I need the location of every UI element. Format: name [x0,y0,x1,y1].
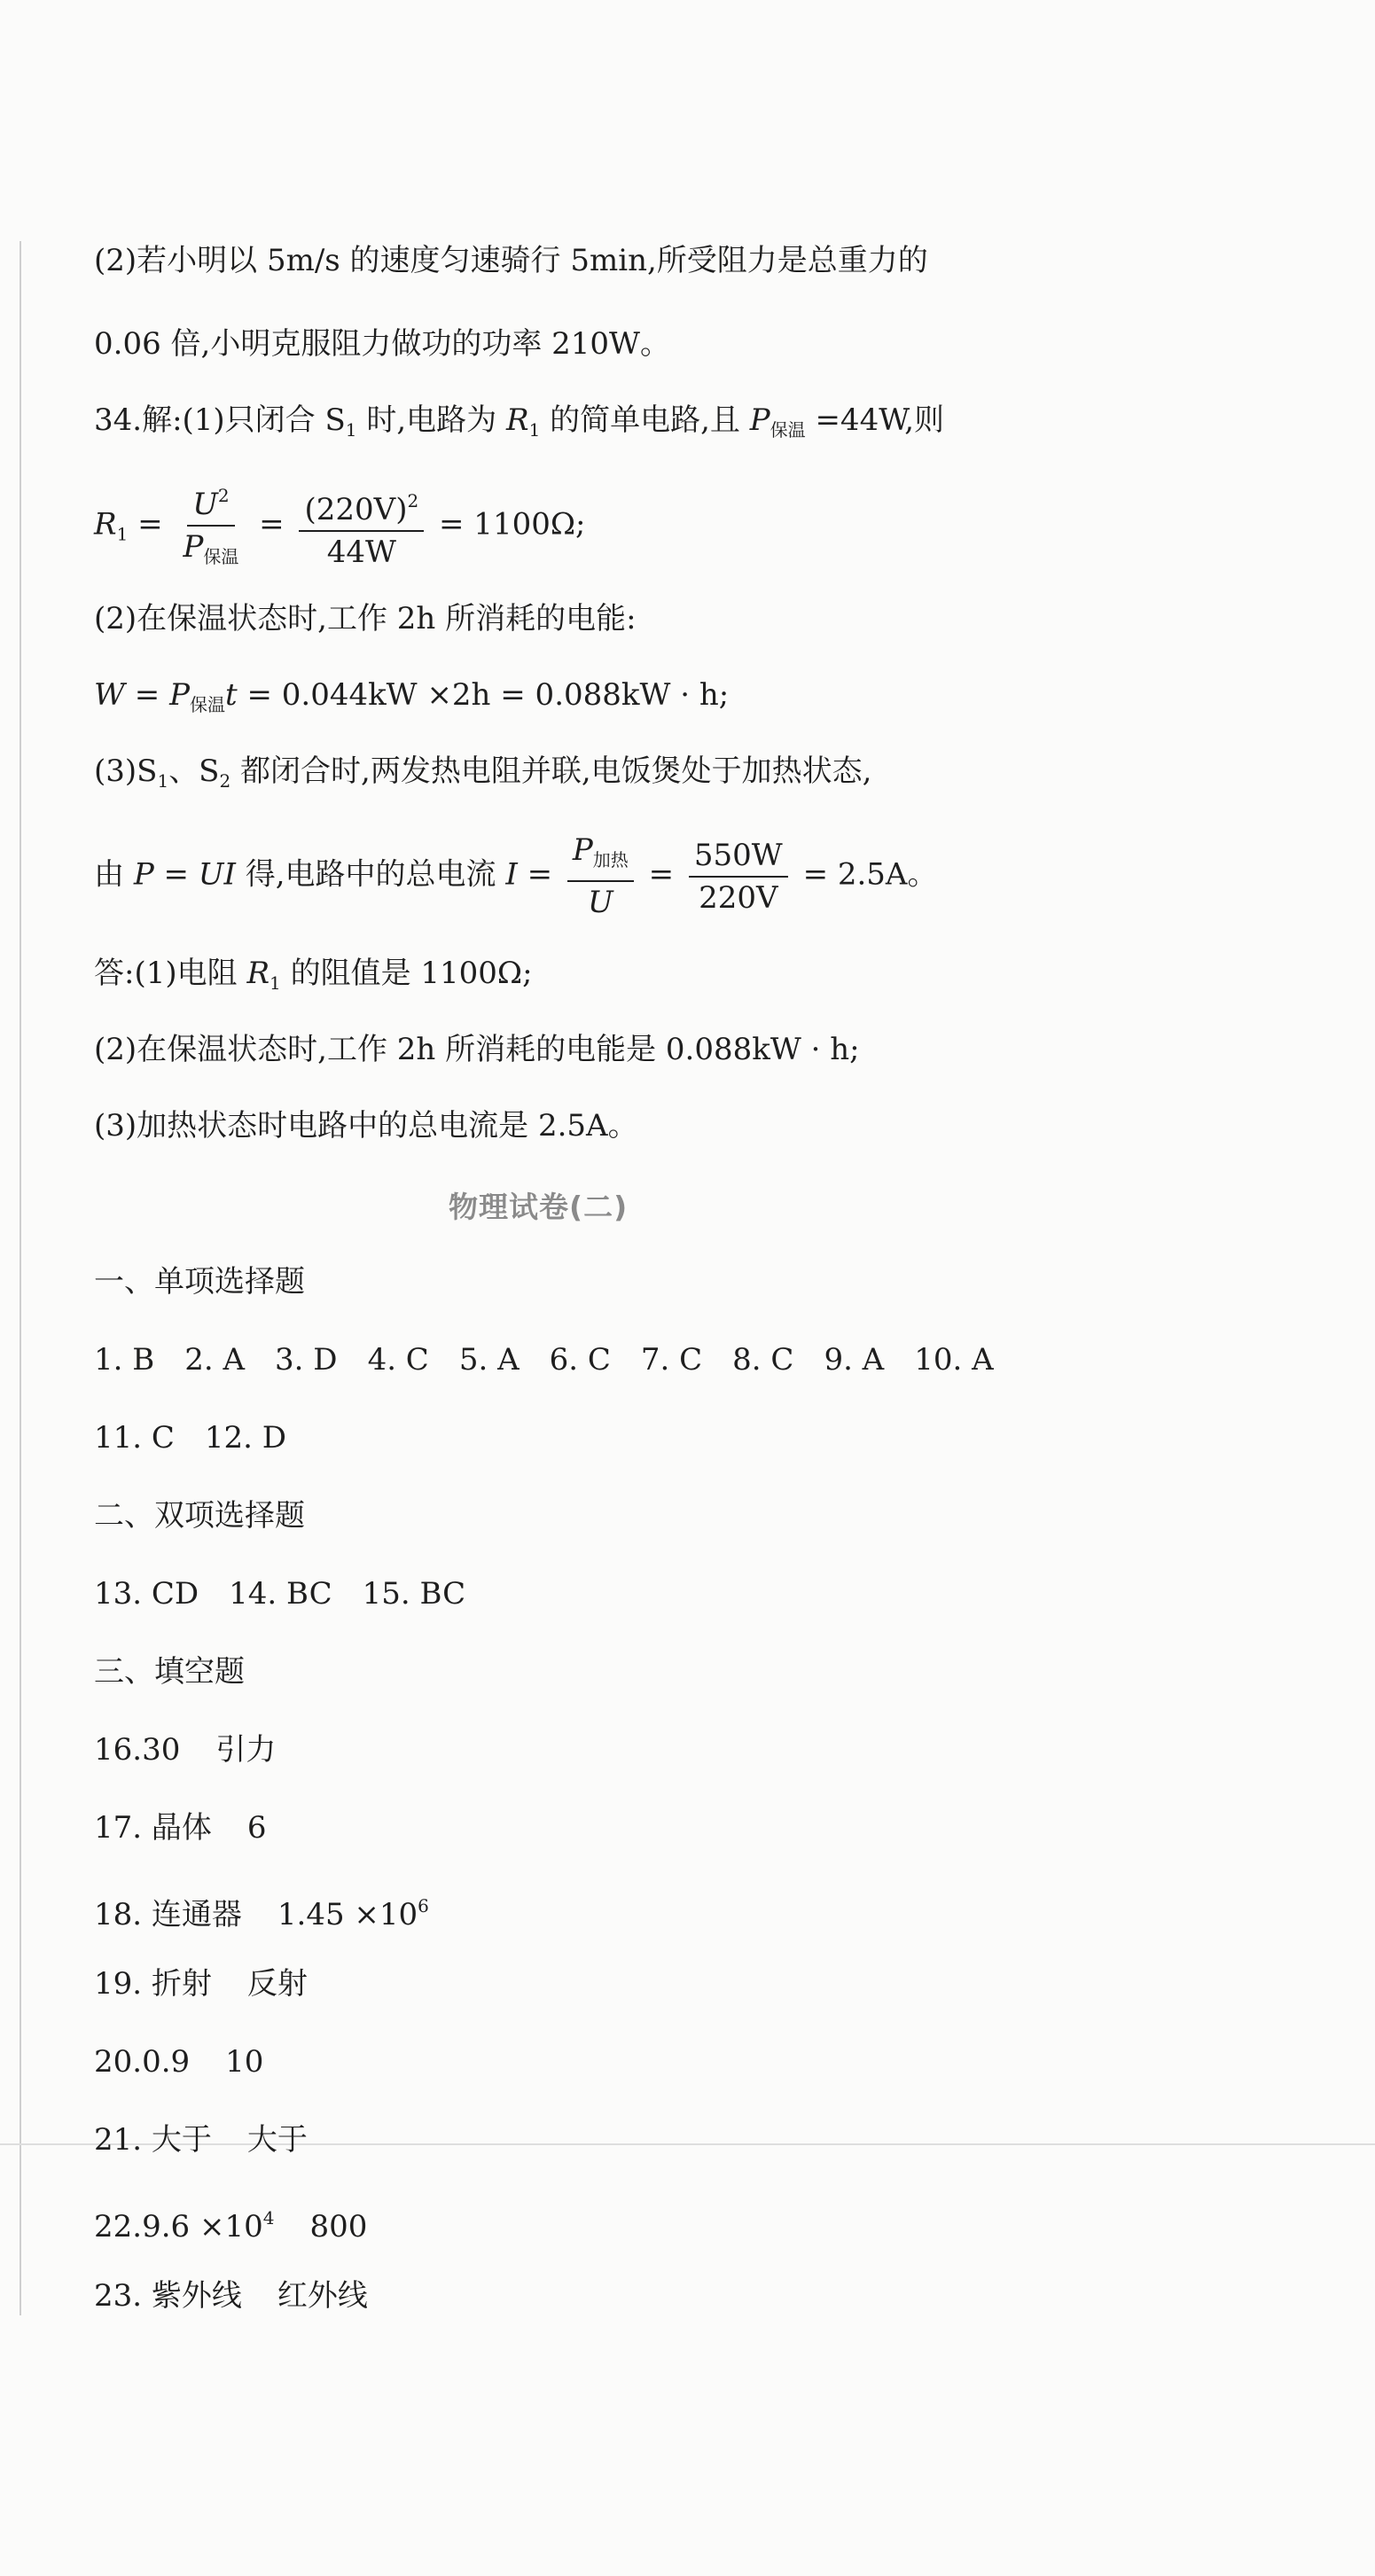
choice-answer: 15. BC [362,1576,466,1612]
section-title: 物理试卷(二) [449,1190,629,1224]
q33-2-line1: (2)若小明以 5m/s 的速度匀速骑行 5min,所受阻力是总重力的 [94,243,928,278]
answer-22: $22.9.6 \times 10^4$ 800 [94,2207,368,2244]
heading-single-choice: 一、单项选择题 [94,1264,305,1300]
answer-2: (2)在保温状态时,工作 2h 所消耗的电能是 0.088kW · h; [94,1032,860,1067]
i-fraction-2: $\frac{550W}{220V}$ [689,839,788,915]
q33-2-line2: 0.06 倍,小明克服阻力做功的功率 210W。 [94,326,670,362]
answer-19: 19. 折射 反射 [94,1966,308,2002]
r1-fraction-1: $\frac{U^2}{P_{保温}}$ [177,479,244,574]
choice-answer: 13. CD [94,1576,199,1612]
choice-answer: 10. A [914,1342,994,1378]
i-fraction-1: $\frac{P_{加热}}{U}$ [567,833,634,919]
answer-3: (3)加热状态时电路中的总电流是 2.5A。 [94,1108,638,1144]
choice-answer: 5. A [458,1342,520,1378]
answer-21: 21. 大于 大于 [94,2122,308,2158]
answer-16: 16.30 引力 [94,1732,277,1768]
q34-part3: $(3)S_1$、$S_2$ 都闭合时,两发热电阻并联,电饭煲处于加热状态, [94,753,872,792]
heading-double-choice: 二、双项选择题 [94,1498,305,1534]
choice-answer: 14. BC [229,1576,332,1612]
r1-fraction-2: $\frac{(220V)^2}{44W}$ [299,484,424,569]
choice-answer: 4. C [367,1342,429,1378]
answer-20: 20.0.9 10 [94,2044,264,2080]
q34-intro: 34.解:(1)只闭合 $S_1$ 时,电路为 $R_1$ 的简单电路,且 $P_{保温} =44W$,则 [94,402,945,441]
choice-answer: 12. D [204,1420,287,1456]
answer-18: 18. 连通器 $1.45 \times 10^6$ [94,1895,429,1932]
answer-17: 17. 晶体 6 [94,1810,267,1846]
answer-23: 23. 紫外线 红外线 [94,2278,368,2314]
choice-answer: 9. A [824,1342,885,1378]
choice-answer: 7. C [640,1342,703,1378]
r1-formula: $R_1$ = $\frac{U^2}{P_{保温}}$ = $\frac{(220V)^2}{44W}$ = 1100Ω; [94,479,585,574]
current-formula: 由 P = UI 得,电路中的总电流 I = $\frac{P_{加热}}{U}$ = $\frac{550W}{220V}$ = 2.5A。 [94,832,938,920]
choice-answer: 2. A [184,1342,246,1378]
w-formula: $W = P_{保温}t = 0.044kW \times 2h = 0.088kW \cdot h$; [94,677,730,715]
answers-row-3 [94,1574,496,1613]
heading-fill-blank: 三、填空题 [94,1654,245,1690]
margin-line [20,241,21,2315]
choice-answer: 8. C [732,1342,794,1378]
choice-answer: 1. B [94,1342,155,1378]
answers-row-1 [94,1340,1024,1379]
choice-answer: 11. C [94,1420,175,1456]
choice-answer: 6. C [549,1342,611,1378]
choice-answer: 3. D [275,1342,338,1378]
q34-part2: (2)在保温状态时,工作 2h 所消耗的电能: [94,601,637,636]
answers-row-2 [94,1418,316,1457]
answer-1: 答:(1)电阻 $R_1$ 的阻值是 1100Ω; [94,956,533,994]
